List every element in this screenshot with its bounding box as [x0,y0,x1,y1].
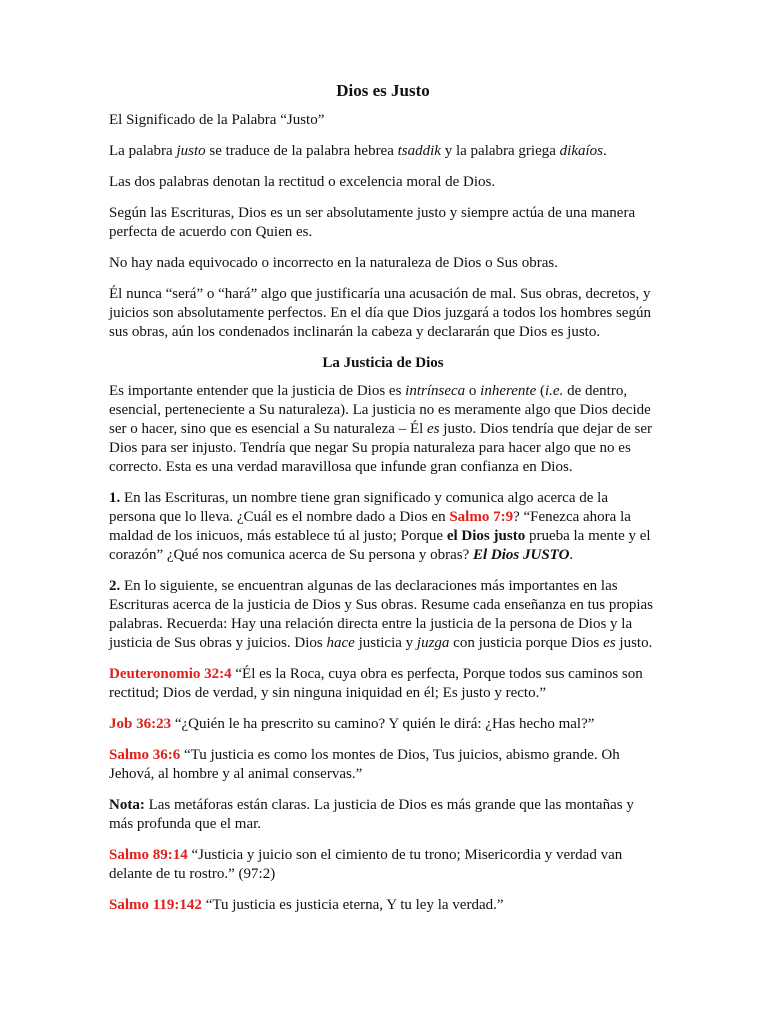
paragraph-7 [109,489,657,565]
text: La palabra [109,143,177,159]
term-ie: i.e. [545,383,564,399]
term-hace: hace [326,635,355,651]
text: En las Escrituras, un nombre tiene gran significado y comunica algo acerca de la persona que lo lleva. ¿Cuál es el nombre dado a Dios en [109,490,608,525]
scripture-reference: Salmo 36:6 [109,747,181,763]
item-number: 2. [109,578,121,594]
note-text: Las metáforas están claras. La justicia de Dios es más grande que las montañas y más profunda que el mar. [109,797,634,832]
note-label: Nota: [109,797,145,813]
scripture-reference: Job 36:23 [109,716,172,732]
verse-text: “Tu justicia es como los montes de Dios, Tus juicios, abismo grande. Oh Jehová, al hombre y al animal conservas.” [109,747,620,782]
text: justo. Dios tendría que dejar de ser Dios para ser injusto. Tendría que negar Su propia naturaleza para hacer algo que no es correcto. Esta es una verdad maravillosa que infunde gran confianza en Dios. [109,421,652,475]
paragraph-6 [109,382,657,477]
text: ( [536,383,546,399]
verse-text: “¿Quién le ha prescrito su camino? Y quién le dirá: ¿Has hecho mal?” [171,716,595,732]
term-dikaios: dikaíos [559,143,604,159]
term-justo: justo [176,143,206,159]
paragraph-2: Las dos palabras denotan la rectitud o excelencia moral de Dios. [109,174,496,190]
text: justicia y [354,635,417,651]
verse-deuteronomio [109,665,657,703]
verse-salmo-119 [109,896,657,915]
verse-text: “Justicia y juicio son el cimiento de tu trono; Misericordia y verdad van delante de tu rostro.” (97:2) [109,847,623,882]
verse-text: “Él es la Roca, cuya obra es perfecta, Porque todos sus caminos son rectitud; Dios de verdad, y sin ninguna iniquidad en él; Es justo y recto.” [109,666,643,701]
text: justo. [615,635,653,651]
text: o [465,383,481,399]
term-inherente: inherente [480,383,537,399]
paragraph-8 [109,577,657,653]
verse-salmo-89 [109,846,657,884]
page-title: Dios es Justo [336,81,430,100]
paragraph-3: Según las Escrituras, Dios es un ser absolutamente justo y siempre actúa de una manera perfecta de acuerdo con Quien es. [109,205,636,240]
term-juzga: juzga [416,635,450,651]
text: con justicia porque Dios [449,635,604,651]
paragraph-1 [109,142,657,161]
scripture-reference: Salmo 7:9 [449,509,514,525]
scripture-reference: Salmo 119:142 [109,897,202,913]
verse-salmo-36 [109,746,657,784]
text: de dentro, esencial, perteneciente a Su naturaleza). La justicia no es meramente algo que Dios decide ser o hacer, sino que es esencial a Su naturaleza – Él [109,383,651,437]
text: ? “Fenezca ahora la maldad de los inicuos, más establece tú al justo; Porque [109,509,631,544]
paragraph-5: Él nunca “será” o “hará” algo que justificaría una acusación de mal. Sus obras, decretos, y juicios son absolutamente perfectos. En el día que Dios juzgará a todos los hombres según sus obras, aún los condenados inclinarán la cabeza y declararán que Dios es justo. [109,286,651,340]
scripture-reference: Salmo 89:14 [109,847,188,863]
term-tsaddik: tsaddik [397,143,441,159]
term-es: es [427,421,440,437]
term-es: es [603,635,616,651]
term-intrinseca: intrínseca [405,383,466,399]
verse-job [109,715,657,734]
paragraph-4: No hay nada equivocado o incorrecto en la naturaleza de Dios o Sus obras. [109,255,559,271]
text: Es importante entender que la justicia de Dios es [109,383,406,399]
document-body [109,80,657,927]
text: . [569,547,574,563]
scripture-reference: Deuteronomio 32:4 [109,666,232,682]
note [109,796,657,834]
text: . [603,143,607,159]
text: En lo siguiente, se encuentran algunas de las declaraciones más importantes en las Escrituras acerca de la justicia de Dios y Sus obras. Resume cada enseñanza en tus propias palabras. Recuerda: Hay una relación directa entre la justicia de la persona de Dios y la justicia de Sus obras y juicios. Dios [109,578,653,651]
item-number: 1. [109,490,121,506]
text: prueba la mente y el corazón” ¿Qué nos comunica acerca de Su persona y obras? [109,528,651,563]
emphasis: el Dios justo [446,528,526,544]
emphasis: El Dios JUSTO [473,547,570,563]
text: y la palabra griega [440,143,560,159]
text: se traduce de la palabra hebrea [205,143,398,159]
section-subtitle: El Significado de la Palabra “Justo” [109,112,325,128]
section-heading: La Justicia de Dios [322,355,444,371]
verse-text: “Tu justicia es justicia eterna, Y tu ley la verdad.” [201,897,504,913]
